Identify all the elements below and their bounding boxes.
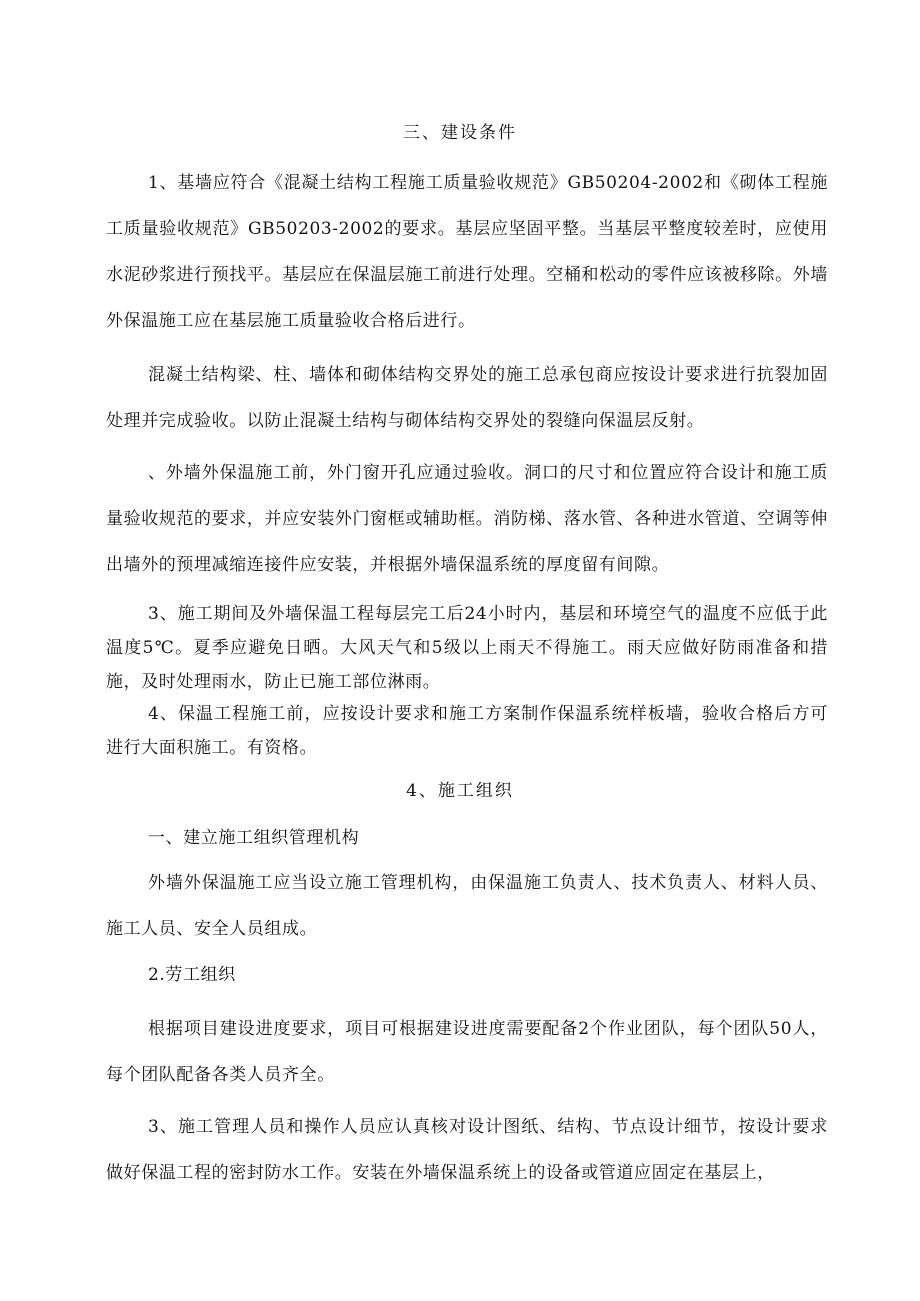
section-4-paragraph-1: 外墙外保温施工应当设立施工管理机构，由保温施工负责人、技术负责人、材料人员、施工人员、安全人员组成。 [106,873,828,939]
section-3-paragraph-5: 4、保温工程施工前，应按设计要求和施工方案制作保温系统样板墙，验收合格后方可进行大面积施工。有资格。 [106,704,828,758]
section-4-paragraph-3: 3、施工管理人员和操作人员应认真核对设计图纸、结构、节点设计细节，按设计要求做好保温工程的密封防水工作。安装在外墙保温系统上的设备或管道应固定在基层上， [106,1117,828,1183]
section-3-paragraph-1: 1、基墙应符合《混凝土结构工程施工质量验收规范》GB50204-2002和《砌体工程施工质量验收规范》GB50203-2002的要求。基层应坚固平整。当基层平整度较差时，应使用水泥砂浆进行预找平。基层应在保温层施工前进行处理。空桶和松动的零件应该被移除。外墙外保温施工应在基层施工质量验收合格后进行。 [106,173,828,331]
section-4-paragraph-2: 根据项目建设进度要求，项目可根据建设进度需要配备2个作业团队，每个团队50人，每个团队配备各类人员齐全。 [106,1019,828,1085]
section-3-paragraph-2: 混凝土结构梁、柱、墙体和砌体结构交界处的施工总承包商应按设计要求进行抗裂加固处理并完成验收。以防止混凝土结构与砌体结构交界处的裂缝向保温层反射。 [106,365,828,431]
section-3-paragraph-3: 、外墙外保温施工前，外门窗开孔应通过验收。洞口的尺寸和位置应符合设计和施工质量验收规范的要求，并应安装外门窗框或辅助框。消防梯、落水管、各种进水管道、空调等伸出墙外的预埋减缩连接件应安装，并根据外墙保温系统的厚度留有间隙。 [106,463,828,575]
section-4-title: 4、施工组织 [406,781,514,801]
section-3-paragraph-4: 3、施工期间及外墙保温工程每层完工后24小时内，基层和环境空气的温度不应低于此温度5℃。夏季应避免日晒。大风天气和5级以上雨天不得施工。雨天应做好防雨准备和措施，及时处理雨水，防止已施工部位淋雨。 [106,604,828,692]
section-3-title: 三、建设条件 [403,123,517,143]
section-4-subheading-2: 2.劳工组织 [148,965,236,985]
section-4-subheading-1: 一、建立施工组织管理机构 [148,828,360,848]
